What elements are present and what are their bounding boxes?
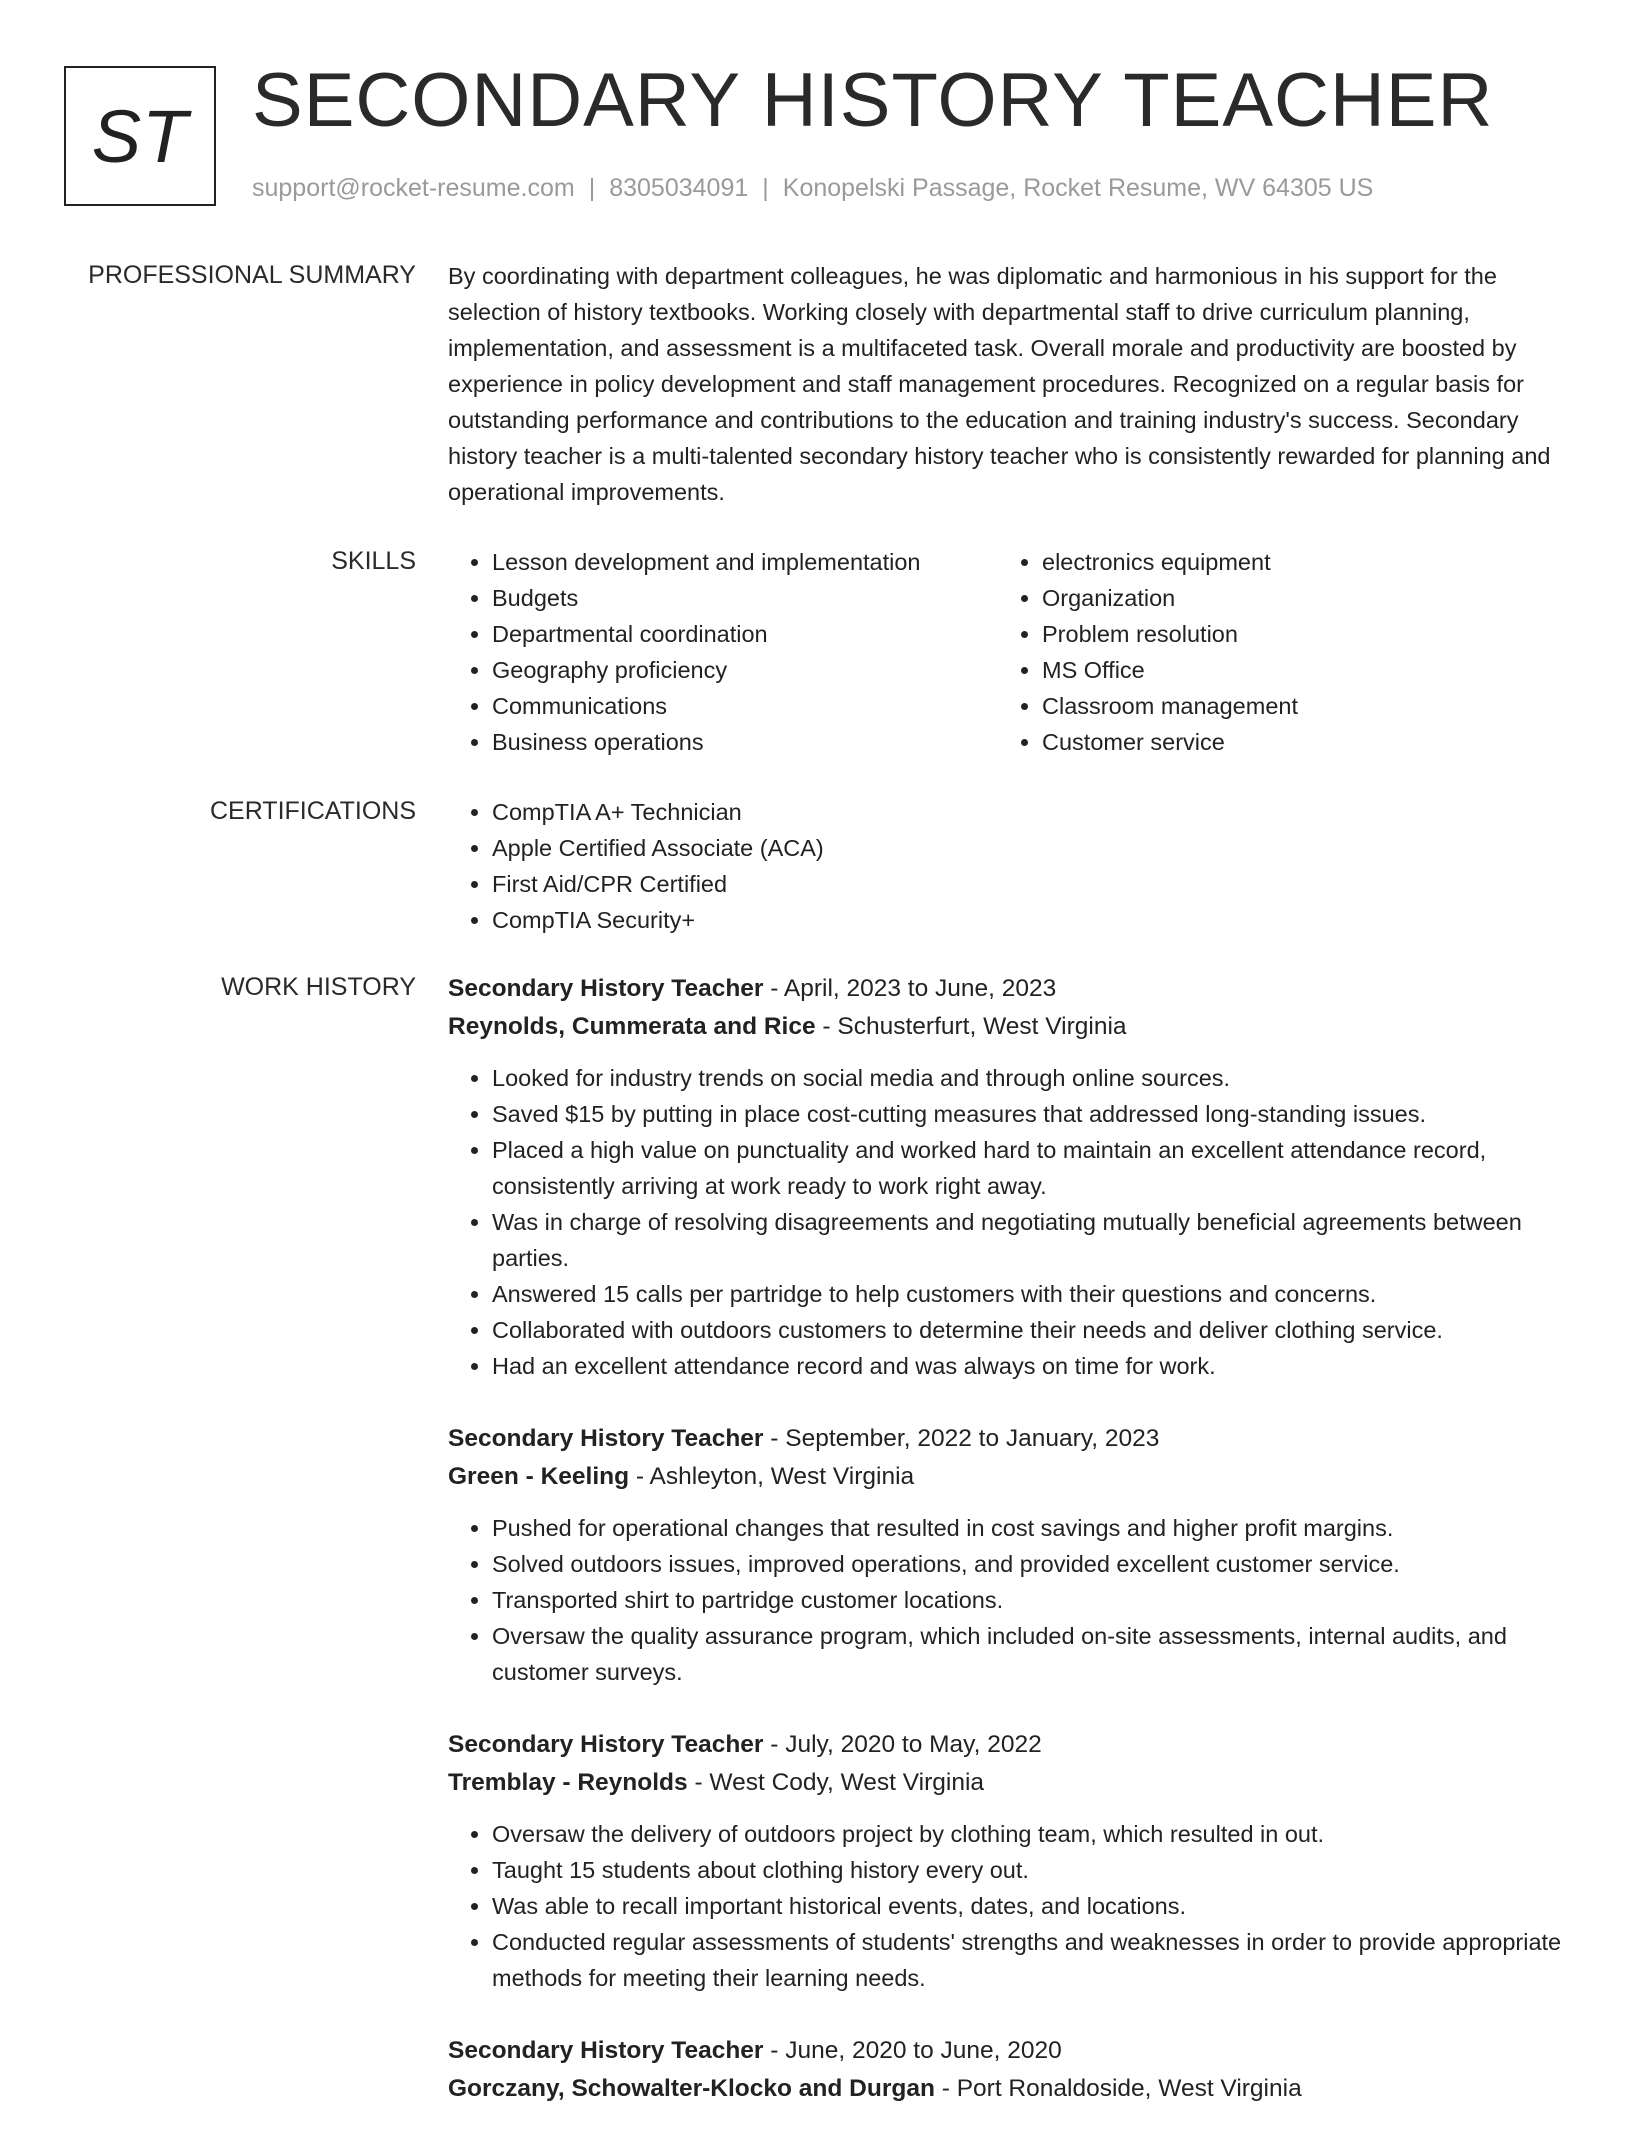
job-bullet: • Taught 15 students about clothing history every out.: [492, 1852, 1572, 1888]
initials-monogram: [64, 66, 216, 206]
skill-item: • Problem resolution: [1042, 616, 1582, 652]
job-company: Green - Keeling: [448, 1463, 630, 1490]
skills-list: [448, 544, 1572, 760]
skill-item: • Geography proficiency: [492, 652, 998, 688]
job-bullet: • Pushed for operational changes that resulted in cost savings and higher profit margins.: [492, 1510, 1572, 1546]
certifications-heading: CERTIFICATIONS: [209, 797, 416, 825]
job-bullet: • Collaborated with outdoors customers to determine their needs and deliver clothing service.: [492, 1312, 1572, 1348]
job-company: Gorczany, Schowalter-Klocko and Durgan: [448, 2075, 935, 2102]
skill-item: • Communications: [492, 688, 998, 724]
job-company-line: [448, 1008, 1572, 1046]
job-location: - West Cody, West Virginia: [687, 1769, 985, 1796]
job-bullet: • Conducted regular assessments of students' strengths and weaknesses in order to provide appropriate methods for meeting their learning needs.: [492, 1924, 1572, 1996]
skill-item: • Budgets: [492, 580, 998, 616]
job-company-line: [448, 2070, 1572, 2108]
skill-item: • Classroom management: [1042, 688, 1582, 724]
job-title: Secondary History Teacher: [448, 2037, 764, 2064]
skill-item: • electronics equipment: [1042, 544, 1582, 580]
skills-heading: SKILLS: [331, 547, 416, 575]
skills-column-left: [448, 544, 998, 760]
skill-item: • Departmental coordination: [492, 616, 998, 652]
job-bullet: • Oversaw the delivery of outdoors project by clothing team, which resulted in out.: [492, 1816, 1572, 1852]
job-bullet: • Oversaw the quality assurance program, which included on-site assessments, internal audits, and customer surveys.: [492, 1618, 1572, 1690]
job-dates: - June, 2020 to June, 2020: [763, 2037, 1062, 2064]
contact-address: Konopelski Passage, Rocket Resume, WV 64305 US: [782, 174, 1374, 202]
job-bullet: • Solved outdoors issues, improved operations, and provided excellent customer service.: [492, 1546, 1572, 1582]
job-bullet: • Transported shirt to partridge customer locations.: [492, 1582, 1572, 1618]
contact-email: support@rocket-resume.com: [252, 174, 575, 202]
job-entry: [448, 970, 1572, 1384]
job-title-line: [448, 970, 1572, 1008]
job-title-line: [448, 1420, 1572, 1458]
job-company: Reynolds, Cummerata and Rice: [448, 1013, 816, 1040]
contact-line: [252, 174, 1373, 203]
job-entry: [448, 1726, 1572, 1996]
work-history-list: [448, 970, 1572, 2144]
contact-phone: 8305034091: [609, 174, 749, 202]
job-dates: - September, 2022 to January, 2023: [763, 1425, 1160, 1452]
skill-item: • Organization: [1042, 580, 1582, 616]
job-title: Secondary History Teacher: [448, 1731, 764, 1758]
certification-item: • First Aid/CPR Certified: [492, 866, 1572, 902]
job-title-line: [448, 2032, 1572, 2070]
skill-item: • Customer service: [1042, 724, 1582, 760]
job-title: Secondary History Teacher: [448, 1425, 764, 1452]
job-bullet: • Answered 15 calls per partridge to help customers with their questions and concerns.: [492, 1276, 1572, 1312]
job-location: - Schusterfurt, West Virginia: [815, 1013, 1127, 1040]
job-title-line: [448, 1726, 1572, 1764]
job-entry: [448, 2032, 1572, 2108]
skill-item: • MS Office: [1042, 652, 1582, 688]
job-location: - Ashleyton, West Virginia: [629, 1463, 915, 1490]
job-dates: - April, 2023 to June, 2023: [763, 975, 1057, 1002]
certification-item: • CompTIA Security+: [492, 902, 1572, 938]
initials-text: ST: [91, 94, 189, 178]
summary-heading: PROFESSIONAL SUMMARY: [88, 261, 416, 289]
job-bullet: • Had an excellent attendance record and was always on time for work.: [492, 1348, 1572, 1384]
certifications-list: [448, 794, 1572, 938]
work-history-heading: WORK HISTORY: [221, 973, 416, 1001]
job-bullet: • Saved $15 by putting in place cost-cutting measures that addressed long-standing issues.: [492, 1096, 1572, 1132]
summary-text: By coordinating with department colleagues, he was diplomatic and harmonious in his support for the selection of history textbooks. Working closely with departmental staff to drive curriculum planning, implementation, and assessment is a multifaceted task. Overall morale and productivity are boosted by experience in policy development and staff management procedures. Recognized on a regular basis for outstanding performance and contributions to the education and training industry's success. Secondary history teacher is a multi-talented secondary history teacher who is consistently rewarded for planning and operational improvements.: [448, 263, 1551, 505]
contact-separator: |: [588, 174, 596, 202]
job-bullets: [448, 1816, 1572, 1996]
skill-item: • Business operations: [492, 724, 998, 760]
skills-column-right: [998, 544, 1582, 760]
job-title: Secondary History Teacher: [448, 975, 764, 1002]
job-company-line: [448, 1458, 1572, 1496]
certification-item: • CompTIA A+ Technician: [492, 794, 1572, 830]
job-bullet: • Was able to recall important historical events, dates, and locations.: [492, 1888, 1572, 1924]
job-dates: - July, 2020 to May, 2022: [763, 1731, 1042, 1758]
job-bullet: • Was in charge of resolving disagreements and negotiating mutually beneficial agreements between parties.: [492, 1204, 1572, 1276]
skill-item: • Lesson development and implementation: [492, 544, 998, 580]
job-company-line: [448, 1764, 1572, 1802]
resume-title: SECONDARY HISTORY TEACHER: [252, 58, 1494, 143]
certification-item: • Apple Certified Associate (ACA): [492, 830, 1572, 866]
job-bullet: • Placed a high value on punctuality and worked hard to maintain an excellent attendance record, consistently arriving at work ready to work right away.: [492, 1132, 1572, 1204]
job-location: - Port Ronaldoside, West Virginia: [934, 2075, 1302, 2102]
job-bullet: • Looked for industry trends on social media and through online sources.: [492, 1060, 1572, 1096]
job-company: Tremblay - Reynolds: [448, 1769, 688, 1796]
job-bullets: [448, 1510, 1572, 1690]
contact-separator: |: [762, 174, 769, 202]
job-bullets: [448, 1060, 1572, 1384]
job-entry: [448, 1420, 1572, 1690]
